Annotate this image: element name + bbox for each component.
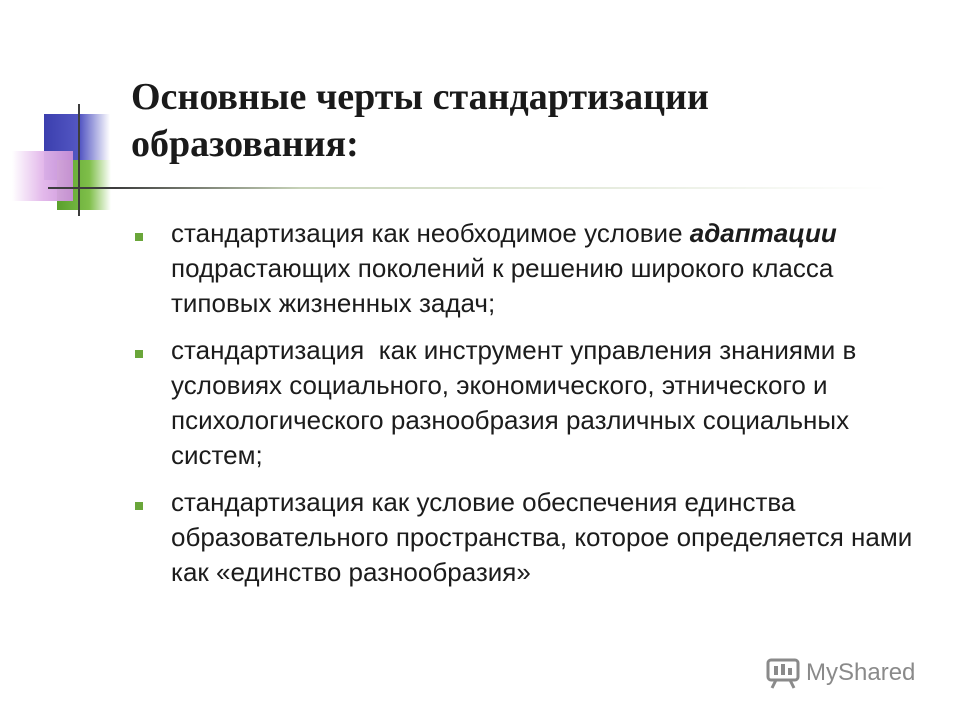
list-item bbox=[134, 216, 934, 321]
title-underline bbox=[48, 187, 888, 189]
bullet-square-icon bbox=[135, 350, 143, 358]
bullet-text bbox=[171, 218, 837, 318]
bullet-list bbox=[134, 216, 934, 602]
presentation-icon bbox=[766, 657, 800, 689]
bullet-square-icon bbox=[135, 502, 143, 510]
watermark-text: MyShared bbox=[806, 659, 916, 686]
slide-title bbox=[131, 74, 891, 168]
bullet-square-icon bbox=[135, 233, 143, 241]
bullet-text: стандартизация как условие обеспечения единства образовательного пространства, которое определяется нами как «единство разнообразия» bbox=[171, 487, 913, 587]
title-line-1: Основные черты стандартизации bbox=[131, 76, 709, 118]
list-item bbox=[134, 333, 934, 473]
decor-pink-square bbox=[12, 151, 73, 201]
decor-vertical-line bbox=[78, 104, 80, 216]
bullet-text-part: подрастающих поколений к решению широкого класса типовых жизненных задач; bbox=[171, 253, 834, 318]
list-item bbox=[134, 485, 934, 590]
bullet-text-part: стандартизация как необходимое условие bbox=[171, 218, 690, 248]
bullet-text: стандартизация как инструмент управления знаниями в условиях социального, экономического, этнического и психологического разнообразия различных социальных систем; bbox=[171, 335, 864, 470]
title-line-2: образования: bbox=[131, 123, 359, 165]
bullet-emphasis: адаптации bbox=[689, 218, 837, 248]
watermark bbox=[766, 657, 915, 689]
